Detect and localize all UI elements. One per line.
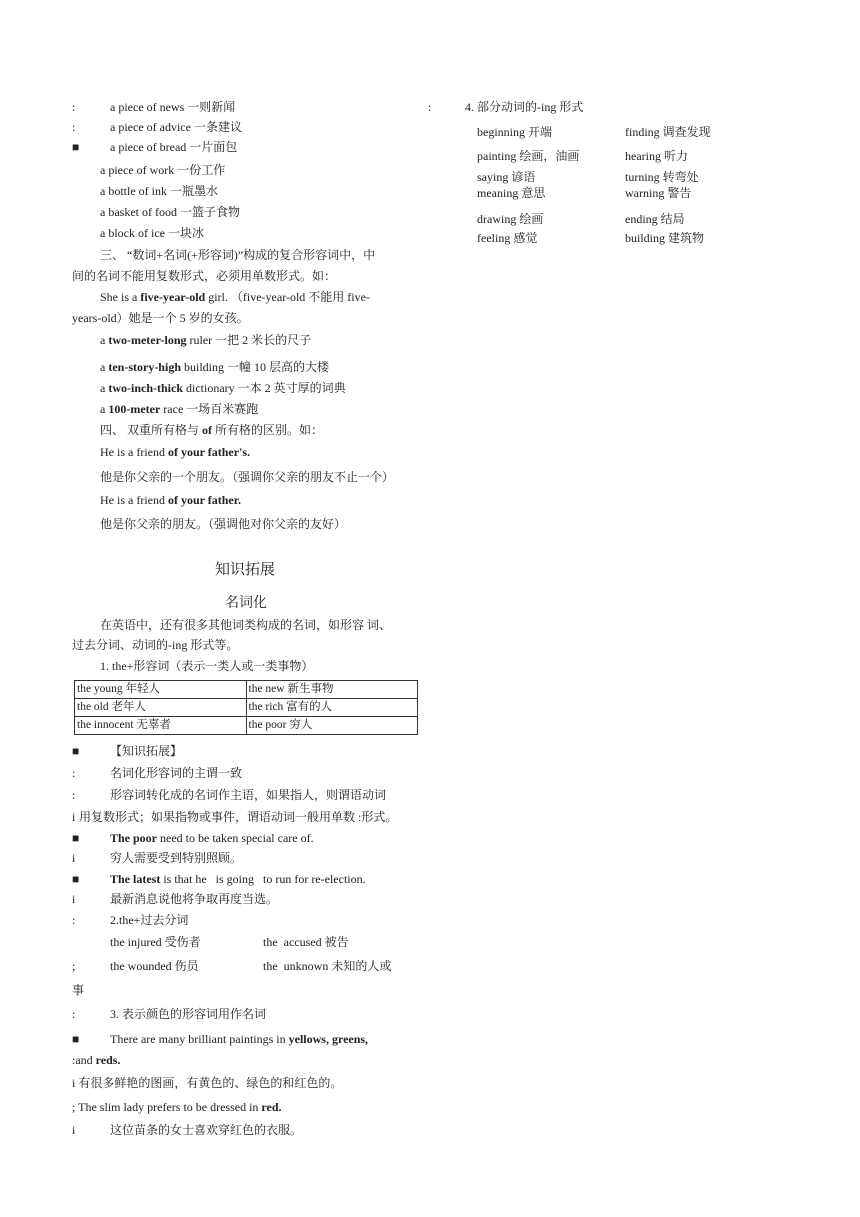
- table-cell: the poor 穷人: [246, 717, 418, 735]
- example-sentence: ; The slim lady prefers to be dressed in red.: [72, 1100, 282, 1114]
- compound-example: a two-inch-thick dictionary 一本 2 英寸厚的词典: [100, 381, 346, 395]
- section-four-title: 四、 双重所有格与 of 所有格的区别。如：: [100, 423, 324, 437]
- participle-example: the injured 受伤者: [110, 935, 201, 949]
- table-row: [75, 699, 418, 717]
- right-column-title: 4. 部分动词的-ing 形式: [465, 100, 584, 114]
- participle-example: the unknown 未知的人或: [263, 959, 392, 973]
- margin-marker: ■: [72, 140, 80, 154]
- margin-marker: :: [72, 913, 76, 927]
- table-cell: the innocent 无辜者: [75, 717, 247, 735]
- phrase-line: a piece of work 一份工作: [100, 163, 226, 177]
- example-translation: 这位苗条的女士喜欢穿红色的衣服。: [110, 1123, 303, 1137]
- adjective-noun-table: [74, 680, 418, 735]
- participle-example: 事: [72, 983, 85, 997]
- intro-line: 过去分词、动词的-ing 形式等。: [72, 638, 239, 652]
- margin-marker: :: [72, 120, 76, 134]
- ing-word: painting 绘画，油画: [477, 149, 580, 163]
- example-sentence: The poor need to be taken special care of.: [110, 831, 314, 845]
- example-sentence: There are many brilliant paintings in yellows, greens,: [110, 1032, 369, 1046]
- phrase-line: a piece of news 一则新闻: [110, 100, 236, 114]
- phrase-line: a bottle of ink 一瓶墨水: [100, 184, 218, 198]
- compound-example: a two-meter-long ruler 一把 2 米长的尺子: [100, 333, 312, 347]
- list-item-title: 2.the+过去分词: [110, 913, 189, 927]
- margin-marker: ■: [72, 1032, 80, 1046]
- rule-line: 名词化形容词的主谓一致: [110, 766, 243, 780]
- ing-word: hearing 听力: [625, 149, 688, 163]
- margin-marker: i: [72, 1123, 76, 1137]
- compound-example: a ten-story-high building 一幢 10 层高的大楼: [100, 360, 330, 374]
- margin-marker: ■: [72, 744, 80, 758]
- example-translation: 穷人需要受到特别照顾。: [110, 851, 243, 865]
- participle-example: the wounded 伤员: [110, 959, 199, 973]
- example-sentence: She is a five-year-old girl. （five-year-old 不能用 five-: [100, 290, 370, 304]
- table-row: [75, 681, 418, 699]
- ing-word: feeling 感觉: [477, 231, 538, 245]
- table-cell: the new 新生事物: [246, 681, 418, 699]
- margin-marker: :: [428, 100, 432, 114]
- compound-example: a 100-meter race 一场百米赛跑: [100, 402, 259, 416]
- ing-word: warning 警告: [625, 186, 692, 200]
- section-three-line: 间的名词不能用复数形式，必须用单数形式。如：: [72, 269, 337, 283]
- table-row: [75, 717, 418, 735]
- ing-word: beginning 开端: [477, 125, 552, 139]
- example-sentence: He is a friend of your father.: [100, 493, 241, 507]
- note-box-title: 【知识拓展】: [110, 744, 183, 758]
- table-cell: the rich 富有的人: [246, 699, 418, 717]
- ing-word: building 建筑物: [625, 231, 705, 245]
- margin-marker: i: [72, 892, 76, 906]
- margin-marker: ■: [72, 831, 80, 845]
- ing-word: ending 结局: [625, 212, 685, 226]
- phrase-line: a block of ice 一块冰: [100, 226, 204, 240]
- ing-word: finding 调查发现: [625, 125, 711, 139]
- margin-marker: ■: [72, 872, 80, 886]
- list-item-title: 3. 表示颜色的形容词用作名词: [110, 1007, 267, 1021]
- example-sentence: :and reds.: [72, 1053, 121, 1067]
- margin-marker: i: [72, 851, 76, 865]
- margin-marker: i: [72, 810, 76, 824]
- intro-line: 在英语中，还有很多其他词类构成的名词，如形容 词、: [100, 618, 392, 632]
- margin-marker: :: [72, 788, 76, 802]
- ing-word: saying 谚语: [477, 170, 536, 184]
- list-item-title: 1. the+形容词（表示一类人或一类事物）: [100, 659, 314, 673]
- example-sentence: He is a friend of your father's.: [100, 445, 251, 459]
- ing-word: drawing 绘画: [477, 212, 544, 226]
- margin-marker: :: [72, 100, 76, 114]
- phrase-line: a basket of food 一篮子食物: [100, 205, 240, 219]
- participle-example: the accused 被告: [263, 935, 349, 949]
- margin-marker: :: [72, 1007, 76, 1021]
- phrase-line: a piece of bread 一片面包: [110, 140, 238, 154]
- phrase-line: a piece of advice 一条建议: [110, 120, 242, 134]
- section-heading: 知识拓展: [215, 562, 276, 578]
- table-cell: the young 年轻人: [75, 681, 247, 699]
- margin-marker: :: [72, 766, 76, 780]
- example-translation: i 有很多鲜艳的图画，有黄色的、绿色的和红色的。: [72, 1076, 343, 1090]
- example-translation: 他是你父亲的一个朋友。（强调你父亲的朋友不止一个）: [100, 470, 395, 484]
- rule-line: 用复数形式；如果指物或事件，谓语动词一般用单数 :形式。: [79, 810, 398, 824]
- example-sentence: The latest is that he is going to run for re-election.: [110, 872, 366, 886]
- rule-line: 形容词转化成的名词作主语，如果指人，则谓语动词: [110, 788, 387, 802]
- ing-word: meaning 意思: [477, 186, 546, 200]
- example-translation: 最新消息说他将争取再度当选。: [110, 892, 279, 906]
- margin-marker: ;: [72, 959, 76, 973]
- section-subheading: 名词化: [225, 596, 267, 611]
- example-translation: 他是你父亲的朋友。（强调他对你父亲的友好）: [100, 517, 347, 531]
- section-three-line: 三、 “数词+名词(+形容词)”构成的复合形容词中，中: [100, 248, 376, 262]
- ing-word: turning 转弯处: [625, 170, 699, 184]
- table-cell: the old 老年人: [75, 699, 247, 717]
- example-sentence: years-old）她是一个 5 岁的女孩。: [72, 311, 249, 325]
